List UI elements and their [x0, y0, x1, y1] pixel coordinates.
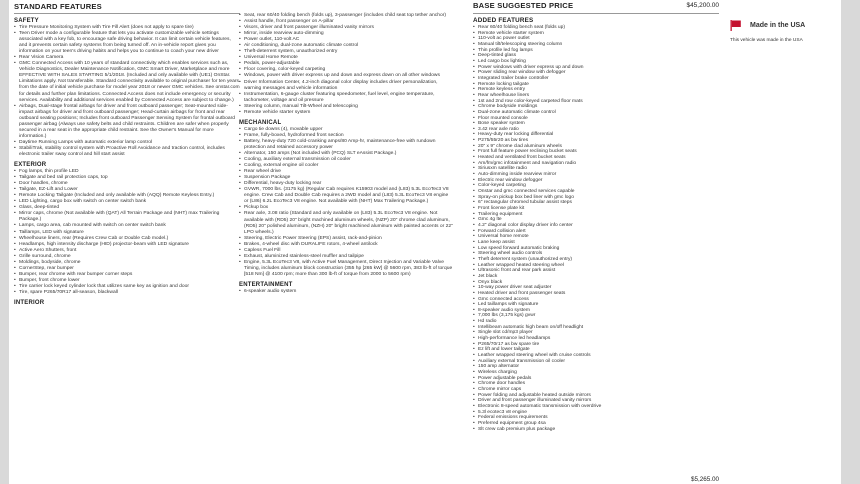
feature-item: • Tailgate and bed rail protection caps, top [14, 175, 240, 181]
feature-item: • Rear wheelhouse liners [473, 93, 719, 99]
feature-item: • Bose speaker system [473, 121, 719, 127]
feature-item: • Floor covering, color-keyed carpeting [239, 67, 454, 73]
feature-item: • Thin profile led fog lamps [473, 48, 719, 54]
feature-item: • Rear wheel drive [239, 169, 454, 175]
feature-item: • Siriusxm satellite radio [473, 166, 719, 172]
feature-item: • Glass, deep-tinted [14, 205, 240, 211]
column-spacer [239, 0, 454, 13]
feature-item: • Pedals, power-adjustable [239, 61, 454, 67]
safety-heading: SAFETY [14, 18, 39, 24]
feature-item: • Teen Driver mode a configurable feature that lets you activate customizable vehicle settings associated with a key fob, to encourage safe driving behavior. It can limit certain vehicle features, and it prevents certain safety systems from being turned off. An in-vehicle report gives you information on your teen's driving habits and helps you to continue to coach your new driver [14, 31, 240, 55]
interior-list [239, 13, 454, 116]
feature-item: • 6" rectangular chromed tubular assist steps [473, 200, 719, 206]
feature-item: • Cooling, external engine oil cooler [239, 163, 454, 169]
feature-item: • Color-keyed carpeting [473, 183, 719, 189]
feature-item: • Hd radio [473, 319, 719, 325]
feature-item: • GVWR, 7000 lbs. (3175 kg) (Regular Cab requires K15903 model and (L83) 5.3L EcoTec3 V8 engine. Crew Cab and Double Cab requires a 2WD model and (L83) 5.3L EcoTec3 V8 engine or (L86) 6.2L EcoTec3 V8 engine. Not available with (NHT) Max Trailering Package.) [239, 187, 454, 205]
feature-item: • Front license plate kit [473, 206, 719, 212]
feature-item: • Gmc 4g lte [473, 217, 719, 223]
feature-item: • P265/70r17 as bw spare tire [473, 342, 719, 348]
feature-item: • Tire carrier lock keyed cylinder lock that utilizes same key as ignition and door [14, 284, 240, 290]
price-rule [473, 13, 719, 14]
feature-item: • Theft deterrent system (unauthorized entry) [473, 257, 719, 263]
exterior-list [14, 169, 240, 296]
feature-item: • Moldings, bodyside, chrome [14, 260, 240, 266]
feature-item: • Onstar and gmc connected services capable [473, 189, 719, 195]
feature-item: • Wheelhouse liners, rear (Requires Crew Cab or Double Cab model.) [14, 236, 240, 242]
feature-item: • 8-speaker audio system [473, 308, 719, 314]
added-features-heading: ADDED FEATURES [473, 17, 534, 24]
feature-item: • CornerStep, rear bumper [14, 266, 240, 272]
added-features-list [473, 25, 719, 432]
feature-item: • Battery, heavy-duty 720 cold-cranking amps/80 Amp-hr, maintenance-free with rundown protection and retained accessory power [239, 139, 454, 151]
feature-item: • Leather wrapped heated steering wheel [473, 263, 719, 269]
feature-item: • P275/55r20 as bw tires [473, 138, 719, 144]
feature-item: • Heated and ventilated front bucket seats [473, 155, 719, 161]
feature-item: • Power outlet, 110-volt AC [239, 37, 454, 43]
feature-item: • Low speed forward automatic braking [473, 246, 719, 252]
feature-item: • Lane keep assist [473, 240, 719, 246]
feature-item: • Door handles, chrome [14, 181, 240, 187]
feature-item: • Leather wrapped steering wheel with cruise controls [473, 353, 719, 359]
made-in-usa-box [725, 16, 841, 43]
feature-item: • Air conditioning, dual-zone automatic climate control [239, 43, 454, 49]
feature-item: • Theft-deterrent system, unauthorized entry [239, 49, 454, 55]
feature-item: • Capless Fuel Fill [239, 248, 454, 254]
feature-item: • Federal emissions requirements [473, 415, 719, 421]
price-column [473, 0, 719, 483]
feature-item: • Ez lift and lower tailgate [473, 347, 719, 353]
standard-features-column-2 [239, 0, 454, 295]
feature-item: • Taillamps, LED with signature [14, 230, 240, 236]
feature-item: • Grille surround, chrome [14, 254, 240, 260]
feature-item: • Remote Locking Tailgate (Included and only available with (AQQ) Remote Keyless Entry.) [14, 193, 240, 199]
exterior-heading: EXTERIOR [14, 162, 47, 169]
feature-item: • Chrome door handles [473, 381, 719, 387]
feature-item: • GMC Connected Access with 10 years of standard connectivity which enables services such as, Vehicle Diagnostics, Dealer Maintenance Notification, GMC Smart Driver, Marketplace and more EFFECTIVE WITH SALES STARTING 5/1/2018. (Included and only available with (UE1) OnStar. Limitations apply. Not transferable. Standard connectivity available to original purchaser for ten years from the date of initial vehicle purchase for model year 2018 or newer GMC vehicles. See onstar.com for details and further plan limitations. Connected Access does not include emergency or security services. Availability and additional services enabled by Connected Access are subject to change.) [14, 61, 240, 103]
feature-item: • Led taillamps with signature [473, 302, 719, 308]
feature-item: • Seat, rear 60/40 folding bench (folds up), 3-passenger (includes child seat top tether anchor) [239, 13, 454, 19]
feature-item: • Tire, spare P265/70R17 all-season, blackwall [14, 290, 240, 296]
feature-item: • Daytime Running Lamps with automatic exterior lamp control [14, 140, 240, 146]
feature-item: • Steering column, manual Tilt-Wheel and telescoping [239, 104, 454, 110]
feature-item: • Trailering equipment [473, 212, 719, 218]
feature-item: • Pickup box [239, 205, 454, 211]
feature-item: • Onyx black [473, 280, 719, 286]
feature-item: • Integrated trailer brake controller [473, 76, 719, 82]
feature-item: • Jet black [473, 274, 719, 280]
feature-item: • Universal Home Remote [239, 55, 454, 61]
feature-item: • Chrome mirror caps [473, 387, 719, 393]
feature-item: • 3.42 rear axle ratio [473, 127, 719, 133]
feature-item: • 6-speaker audio system [239, 289, 454, 295]
feature-item: • Power windows with driver express up and down [473, 65, 719, 71]
feature-item: • Forward collision alert [473, 229, 719, 235]
feature-item: • 10-way power driver seat adjuster [473, 285, 719, 291]
feature-item: • Tailgate, EZ-Lift and Lower [14, 187, 240, 193]
safety-list [14, 25, 240, 158]
feature-item: • Remote keyless entry [473, 87, 719, 93]
feature-item: • Bumper, rear chrome with rear bumper corner steps [14, 272, 240, 278]
feature-item: • Driver Information Center, 4.2-inch diagonal color display includes driver personalization, warning messages and vehicle information [239, 80, 454, 92]
feature-item: • Mirror caps, chrome (Not available with (QAT) All Terrain Package and (NHT) max Trailering Package.) [14, 211, 240, 223]
feature-item: • Universal home remote [473, 234, 719, 240]
feature-item: • Rear 60/40 folding bench seat (folds up) [473, 25, 719, 31]
feature-item: • StabiliTrak, stability control system with Proactive Roll Avoidance and traction control, includes electronic trailer sway control and hill start assist [14, 146, 240, 158]
feature-item: • 4.2" diagonal color display driver info center [473, 223, 719, 229]
made-in-usa-note: This vehicle was made in the USA [730, 38, 803, 43]
base-price-label: BASE SUGGESTED PRICE [473, 1, 574, 10]
mechanical-list [239, 127, 454, 278]
feature-item: • Power folding and adjustable heated outside mirrors [473, 393, 719, 399]
feature-item: • 150 amp alternator [473, 364, 719, 370]
feature-item: • Power adjustable pedals [473, 376, 719, 382]
feature-item: • Differential, heavy-duty locking rear [239, 181, 454, 187]
feature-item: • Headlamps, high intensity discharge (HID) projector-beam with LED signature [14, 242, 240, 248]
feature-item: • 110-volt ac power outlet [473, 36, 719, 42]
feature-item: • Deep-tinted glass [473, 53, 719, 59]
feature-item: • 20" x 9" chrome clad aluminum wheels [473, 144, 719, 150]
feature-item: • Front full feature power reclining bucket seats [473, 149, 719, 155]
feature-item: • 7,000 lbs (3,175 kgs) gvwr [473, 313, 719, 319]
feature-item: • LED Lighting, cargo box with switch on center switch bank [14, 199, 240, 205]
entertainment-heading: ENTERTAINMENT [239, 281, 293, 288]
feature-item: • High-performance led headlamps [473, 336, 719, 342]
feature-item: • Dual-zone automatic climate control [473, 110, 719, 116]
feature-item: • Assist handle, front passenger on A-pillar [239, 19, 454, 25]
feature-item: • Manual tilt/telescoping steering column [473, 42, 719, 48]
feature-item: • Engine, 5.3L EcoTec3 V8, with Active Fuel Management, Direct Injection and Variable Valve Timing, includes aluminum block construction (355 hp [265 kW] @ 5600 rpm, 383 lb-ft of torque [518 Nm] @ 4100 rpm; more than 300 lb-ft of torque from 2000 to 5600 rpm) [239, 260, 454, 278]
feature-item: • Mirror, inside rearview auto-dimming [239, 31, 454, 37]
feature-item: • Lamps, cargo area, cab mounted with switch on center switch bank [14, 223, 240, 229]
feature-item: • Rear axle, 3.08 ratio (Standard and only available on (L83) 5.3L EcoTec3 V8 engine. Not available with (RD5) 20" bright machined aluminum wheels, (NZP) 20" chrome clad aluminum, (RD5) 20" polished aluminum, (NZH) 20" bright machined aluminum with painted accents or 22" LPO wheels.) [239, 211, 454, 235]
window-sticker [9, 0, 841, 484]
feature-item: • Intellibeam automatic high beam on/off headlight [473, 325, 719, 331]
made-in-usa-title: Made in the USA [750, 21, 806, 29]
feature-item: • Suspension Package [239, 175, 454, 181]
feature-item: • Heated driver and front passenger seats [473, 291, 719, 297]
feature-item: • Wireless charging [473, 370, 719, 376]
feature-item: • Active Aero Shutters, front [14, 248, 240, 254]
feature-item: • Ultrasonic front and rear park assist [473, 268, 719, 274]
feature-item: • Visors, driver and front passenger illuminated vanity mirrors [239, 25, 454, 31]
feature-item: • Frame, fully-boxed, hydroformed front section [239, 133, 454, 139]
standard-features-column [14, 0, 240, 307]
mechanical-heading: MECHANICAL [239, 119, 282, 126]
feature-item: • 1st and 2nd row color-keyed carpeted floor mats [473, 99, 719, 105]
feature-item: • Am/fm/gmc infotainment and navigation radio [473, 161, 719, 167]
feature-item: • Fog lamps, thin profile LED [14, 169, 240, 175]
feature-item: • Windows, power with driver express up and down and express down on all other windows [239, 73, 454, 79]
feature-item: • Led cargo box lighting [473, 59, 719, 65]
feature-item: • Airbags, Dual-stage frontal airbags for driver and front outboard passenger; Seat-mounted side-impact airbags for driver and front outboard passenger; Head-curtain airbags for front and rear outboard seating positions; Includes front outboard Passenger Sensing System for frontal outboard passenger airbag (Always use safety belts and child restraints. Children are safer when properly secured in a rear seat in the appropriate child restraint. See the Owner's Manual for more information.) [14, 104, 240, 140]
feature-item: • Instrumentation, 6-gauge cluster featuring speedometer, fuel level, engine temperature, tachometer, voltage and oil pressure [239, 92, 454, 104]
feature-item: • Cooling, auxiliary external transmission oil cooler [239, 157, 454, 163]
feature-item: • Heavy-duty rear locking differential [473, 132, 719, 138]
feature-item: • Steering wheel audio controls [473, 251, 719, 257]
feature-item: • Bumper, front chrome lower [14, 278, 240, 284]
feature-item: • Driver and front passenger illuminated vanity mirrors [473, 398, 719, 404]
feature-item: • Chrome bodyside moldings [473, 104, 719, 110]
feature-item: • Exhaust, aluminized stainless-steel muffler and tailpipe [239, 254, 454, 260]
feature-item: • Preferred equipment group 4sa [473, 421, 719, 427]
feature-item: • Electronic 8-speed automatic transmission with overdrive [473, 404, 719, 410]
feature-item: • Tire Pressure Monitoring System with Tire Fill Alert (does not apply to spare tire) [14, 25, 240, 31]
feature-item: • Auxiliary external transmission oil cooler [473, 359, 719, 365]
feature-item: • Remote locking tailgate [473, 82, 719, 88]
feature-item: • Slt crew cab premium plus package [473, 427, 719, 433]
flag-icon [730, 20, 741, 31]
feature-item: • Remote vehicle starter system [239, 110, 454, 116]
feature-item: • Gmc connected access [473, 297, 719, 303]
standard-features-heading: STANDARD FEATURES [14, 2, 102, 11]
feature-item: • Remote vehicle starter system [473, 31, 719, 37]
feature-item: • Electric rear window defogger [473, 178, 719, 184]
feature-item: • Rear Vision Camera [14, 55, 240, 61]
feature-item: • Spray-on pickup box bed liner with gmc logo [473, 195, 719, 201]
heading-rule [14, 13, 240, 14]
feature-item: • Power sliding rear window with defogger [473, 70, 719, 76]
feature-item: • Cargo tie downs (4), movable upper [239, 127, 454, 133]
base-price-value: $45,200.00 [686, 2, 719, 9]
made-in-usa-row [725, 16, 841, 34]
entertainment-list [239, 289, 454, 295]
feature-item: • Brakes, 4-wheel disc with DURALIFE rotors, 4-wheel antilock [239, 242, 454, 248]
feature-item: • Alternator, 150 amps (Not included with (PCQ) SLT eAssist Package.) [239, 151, 454, 157]
feature-item: • Auto-dimming inside rearview mirror [473, 172, 719, 178]
added-features-price: $5,265.00 [690, 476, 719, 483]
base-price-row [473, 0, 719, 11]
feature-item: • 5.3l ecotec3 v8 engine [473, 410, 719, 416]
feature-item: • Floor mounted console [473, 116, 719, 122]
feature-item: • Single slot cd/mp3 player [473, 330, 719, 336]
feature-item: • Steering, Electric Power Steering (EPS) assist, rack-and-pinion [239, 236, 454, 242]
interior-heading: INTERIOR [14, 300, 45, 307]
